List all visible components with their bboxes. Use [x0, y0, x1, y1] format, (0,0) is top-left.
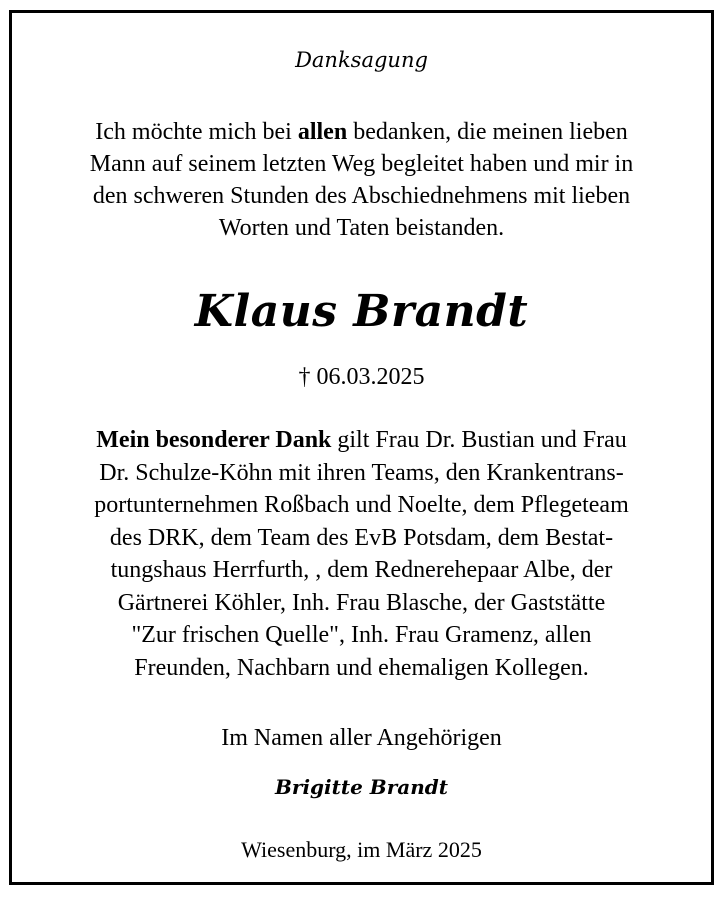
intro-line: Mann auf seinem letzten Weg begleitet haben und mir in	[89, 151, 634, 177]
signature-name: Brigitte Brandt	[275, 775, 448, 799]
thanks-line: tungshaus Herrfurth, , dem Rednerehepaar Albe, der	[110, 557, 613, 583]
intro-line: den schweren Stunden des Abschiednehmens mit lieben	[92, 183, 631, 209]
on-behalf-line: Im Namen aller Angehörigen	[221, 725, 502, 751]
thanks-line: Mein besonderer Dank gilt Frau Dr. Bustian und Frau	[96, 427, 627, 453]
intro-line: Worten und Taten beistanden.	[218, 215, 505, 241]
thanks-paragraph	[22, 424, 701, 684]
thanks-line: Freunden, Nachbarn und ehemaligen Kollegen.	[134, 654, 589, 681]
thanks-line: portunternehmen Roßbach und Noelte, dem Pflegeteam	[94, 492, 629, 518]
place-and-date: Wiesenburg, im März 2025	[241, 837, 482, 862]
death-date: † 06.03.2025	[298, 364, 425, 390]
emphasis-text: Mein besonderer Dank	[96, 427, 332, 453]
deceased-name: Klaus Brandt	[194, 286, 529, 337]
emphasis-text: allen	[297, 119, 348, 145]
notice-heading: Danksagung	[295, 48, 428, 72]
thanks-line: "Zur frischen Quelle", Inh. Frau Gramenz, allen	[131, 622, 592, 648]
thanks-line: des DRK, dem Team des EvB Potsdam, dem Bestat-	[109, 524, 614, 551]
intro-line: Ich möchte mich bei allen bedanken, die meinen lieben	[95, 119, 628, 145]
thanks-line: Dr. Schulze-Köhn mit ihren Teams, den Krankentrans-	[99, 459, 624, 486]
intro-paragraph	[28, 116, 695, 244]
thanks-line: Gärtnerei Köhler, Inh. Frau Blasche, der Gaststätte	[117, 589, 606, 616]
obituary-card	[9, 10, 714, 885]
